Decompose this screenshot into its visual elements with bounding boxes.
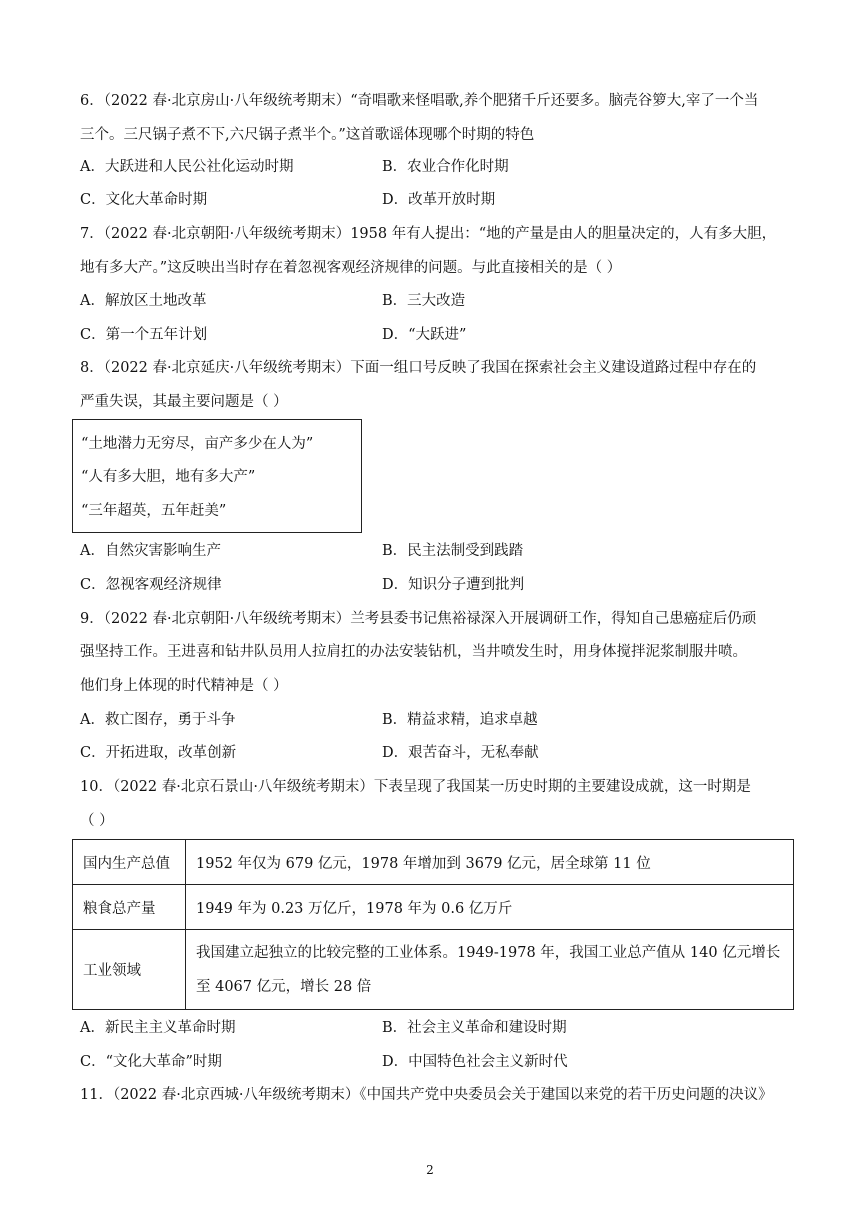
table-row [73,840,794,885]
question-7-text: 7．（2022 春·北京朝阳·八年级统考期末）1958 年有人提出：“地的产量是由人的胆量决定的，人有多大胆， [80,226,777,242]
question-6-option-c: C．文化大革命时期 [80,192,208,208]
question-10-option-a: A．新民主主义革命时期 [80,1020,236,1036]
question-8-text: 8．（2022 春·北京延庆·八年级统考期末）下面一组口号反映了我国在探索社会主义建设道路过程中存在的 [80,360,757,376]
slogan-2: “人有多大胆，地有多大产” [81,469,256,485]
question-9-text: 他们身上体现的时代精神是（ ） [80,678,288,694]
page-number: 2 [426,1163,434,1177]
question-8-option-c: C．忽视客观经济规律 [80,577,222,593]
question-10-text: 10．（2022 春·北京石景山·八年级统考期末）下表呈现了我国某一历史时期的主要建设成就，这一时期是 [80,779,751,795]
table-cell: 1949 年为 0.23 万亿斤，1978 年为 0.6 亿万斤 [186,885,794,930]
question-10-option-d: D．中国特色社会主义新时代 [382,1054,568,1070]
question-9-text: 强坚持工作。王进喜和钻井队员用人拉肩扛的办法安装钻机，当井喷发生时，用身体搅拌泥浆制服井喷。 [80,644,747,660]
question-7-option-a: A．解放区土地改革 [80,293,207,309]
table-row-header: 粮食总产量 [73,885,186,930]
question-8-option-a: A．自然灾害影响生产 [80,543,221,559]
table-row-header: 国内生产总值 [73,840,186,885]
question-9-option-b: B．精益求精，追求卓越 [382,712,538,728]
table-cell [186,930,794,1010]
question-6-option-d: D．改革开放时期 [382,192,496,208]
question-6-text: 三个。三尺锅子煮不下,六尺锅子煮半个。”这首歌谣体现哪个时期的特色 [80,127,535,143]
question-10-option-c: C．“文化大革命”时期 [80,1054,222,1070]
question-7-option-c: C．第一个五年计划 [80,327,208,343]
question-7-text: 地有多大产。”这反映出当时存在着忽视客观经济规律的问题。与此直接相关的是（ ） [80,260,622,276]
table-cell-line: 至 4067 亿元，增长 28 倍 [196,978,372,995]
slogan-3: “三年超英，五年赶美” [81,503,227,519]
question-10-option-b: B．社会主义革命和建设时期 [382,1020,567,1036]
question-8-text: 严重失误，其最主要问题是（ ） [80,394,288,410]
question-10-text: （ ） [80,813,114,829]
question-7-option-b: B．三大改造 [382,293,466,309]
question-6-text: 6．（2022 春·北京房山·八年级统考期末）“奇唱歌来怪唱歌,养个肥猪千斤还要多。脑壳谷箩大,宰了一个当 [80,93,759,109]
question-6-option-a: A．大跃进和人民公社化运动时期 [80,159,294,175]
question-11-text: 11．（2022 春·北京西城·八年级统考期末）《中国共产党中央委员会关于建国以来党的若干历史问题的决议》 [80,1087,773,1103]
question-8-option-b: B．民主法制受到践踏 [382,543,524,559]
slogan-box [72,419,362,533]
question-9-option-c: C．开拓进取，改革创新 [80,745,237,761]
table-row [73,885,794,930]
table-cell: 1952 年仅为 679 亿元，1978 年增加到 3679 亿元，居全球第 11 位 [186,840,794,885]
question-7-option-d: D．“大跃进” [382,327,467,343]
table-cell-line: 我国建立起独立的比较完整的工业体系。1949-1978 年，我国工业总产值从 140 亿元增长 [196,944,781,961]
achievements-table [72,839,794,1010]
question-6-option-b: B．农业合作化时期 [382,159,509,175]
question-9-text: 9．（2022 春·北京朝阳·八年级统考期末）兰考县委书记焦裕禄深入开展调研工作，得知自己患癌症后仍顽 [80,611,757,627]
table-row [73,930,794,1010]
question-9-option-d: D．艰苦奋斗，无私奉献 [382,745,539,761]
table-row-header: 工业领域 [73,930,186,1010]
question-9-option-a: A．救亡图存，勇于斗争 [80,712,236,728]
question-8-option-d: D．知识分子遭到批判 [382,577,525,593]
slogan-1: “土地潜力无穷尽，亩产多少在人为” [81,436,314,452]
